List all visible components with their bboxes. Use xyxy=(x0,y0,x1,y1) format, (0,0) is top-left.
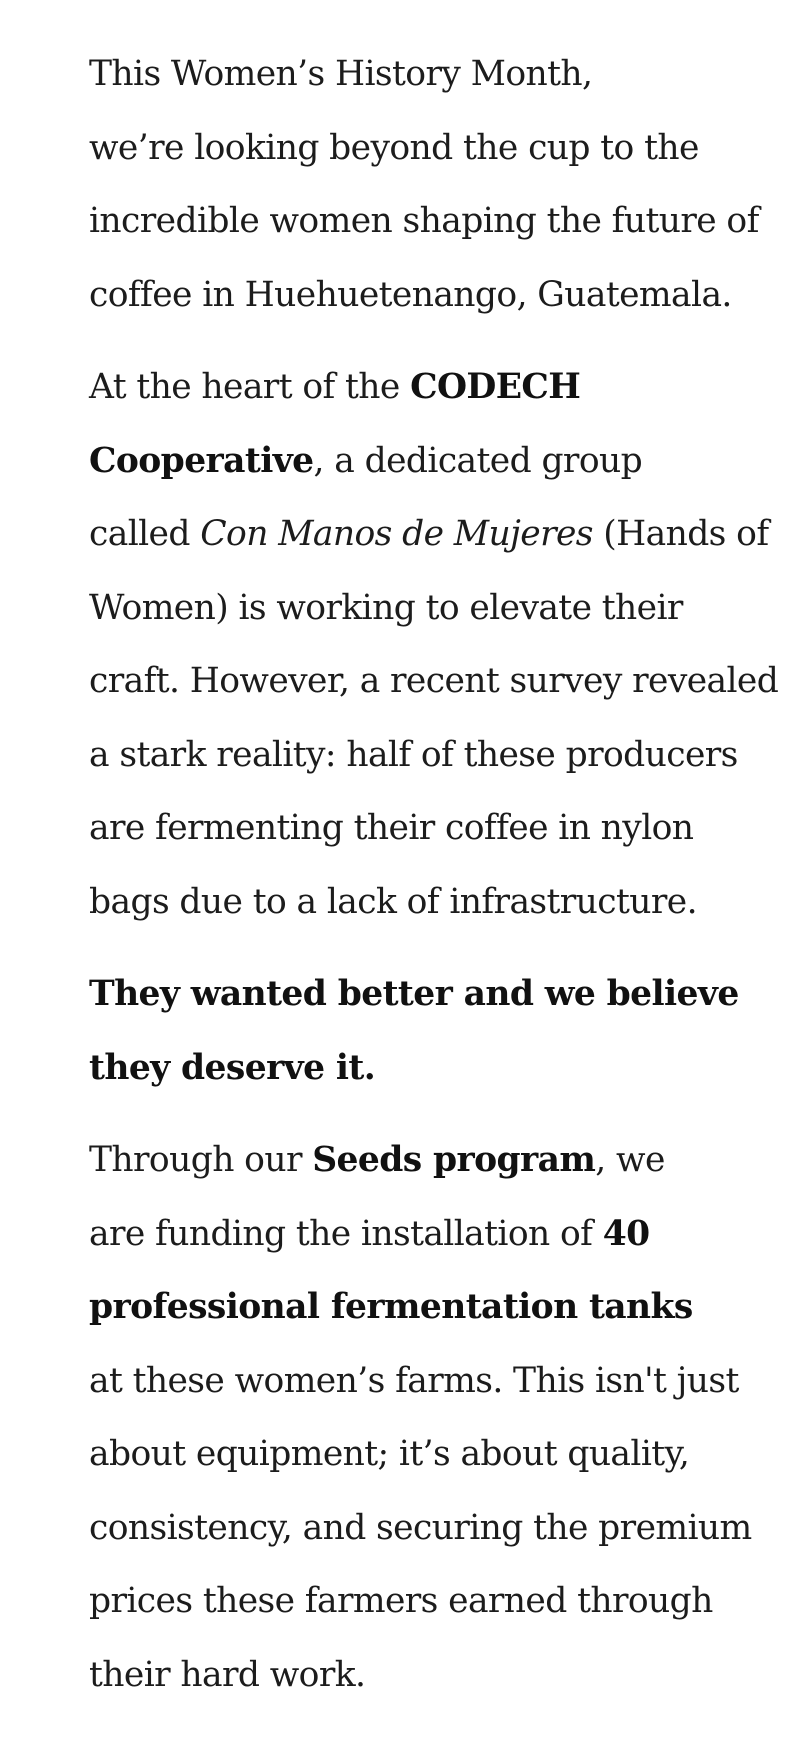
text-line: craft. However, a recent survey revealed xyxy=(89,661,779,701)
text-line: we’re looking beyond the cup to the xyxy=(89,127,699,168)
text-run: , a dedicated group xyxy=(313,440,643,481)
text-line: incredible women shaping the future of xyxy=(89,201,759,241)
tank-count-bold: 40 xyxy=(602,1213,650,1254)
text-run: Through our xyxy=(89,1140,313,1180)
text-run: (Hands of xyxy=(592,514,769,554)
text-line xyxy=(89,498,769,572)
text-run: are funding the installation of xyxy=(89,1213,603,1254)
text-line: bags due to a lack of infrastructure. xyxy=(89,881,697,922)
text-run: called xyxy=(89,514,201,554)
tanks-bold-line: professional fermentation tanks xyxy=(89,1287,693,1327)
text-line: are fermenting their coffee in nylon xyxy=(89,808,694,848)
highlight-line: They wanted better and we believe xyxy=(89,974,739,1014)
intro-paragraph xyxy=(89,38,759,332)
text-run: At the heart of the xyxy=(89,367,411,407)
text-line: prices these farmers earned through xyxy=(89,1581,713,1621)
text-line: a stark reality: half of these producers xyxy=(89,734,738,775)
text-line xyxy=(89,1124,749,1198)
cooperative-paragraph xyxy=(89,351,779,939)
text-line: their hard work. xyxy=(89,1654,366,1695)
group-name-italic: Con Manos de Mujeres xyxy=(200,514,593,554)
highlight-line: they deserve it. xyxy=(89,1047,376,1088)
cooperative-name-bold: Cooperative xyxy=(89,440,314,481)
article-body xyxy=(89,38,779,1731)
seeds-program-paragraph xyxy=(89,1124,752,1712)
text-line xyxy=(89,425,749,499)
text-line xyxy=(89,351,749,425)
program-name-bold: Seeds program xyxy=(312,1140,596,1180)
text-line: This Women’s History Month, xyxy=(89,54,593,94)
text-run: , we xyxy=(595,1140,665,1180)
cooperative-name-bold: CODECH xyxy=(410,367,581,407)
text-line xyxy=(89,1198,749,1272)
text-line: Women) is working to elevate their xyxy=(89,587,683,628)
text-line: at these women’s farms. This isn't just xyxy=(89,1360,739,1401)
text-line: consistency, and securing the premium xyxy=(89,1507,752,1548)
text-line: about equipment; it’s about quality, xyxy=(89,1434,690,1474)
text-line: coffee in Huehuetenango, Guatemala. xyxy=(89,274,732,315)
highlight-paragraph xyxy=(89,958,749,1105)
